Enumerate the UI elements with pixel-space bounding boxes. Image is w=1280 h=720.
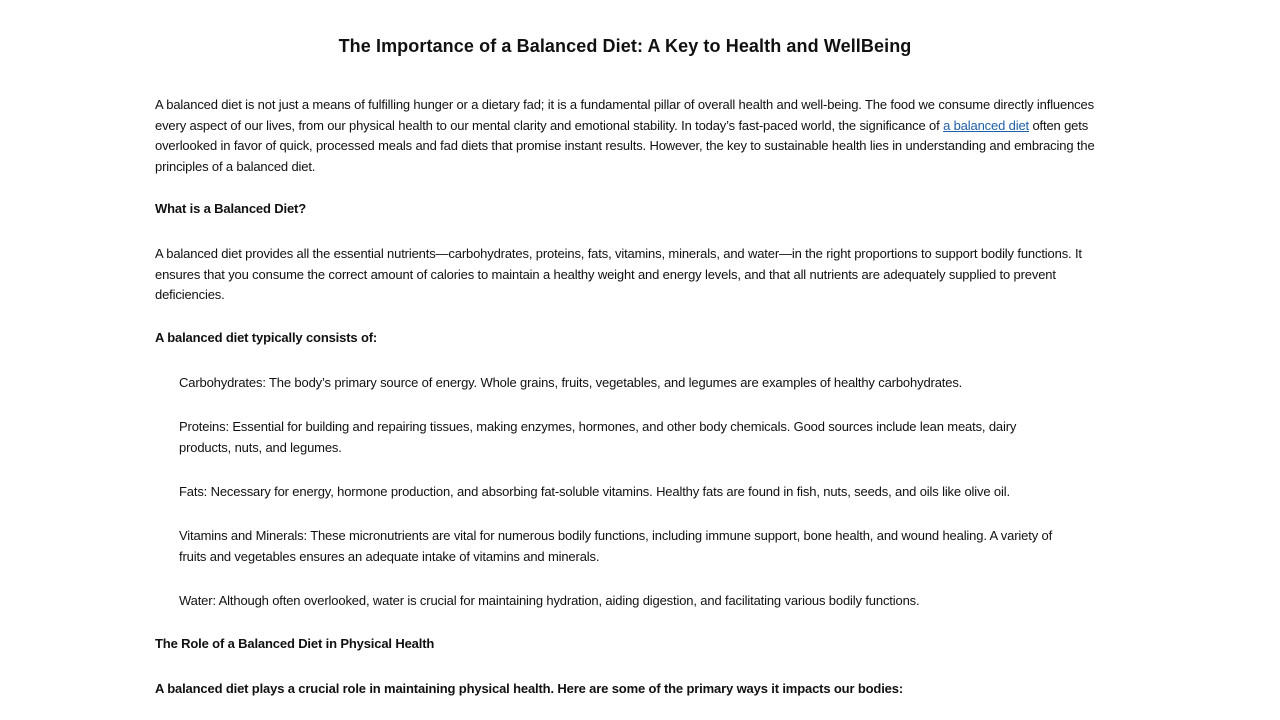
intro-text-after-link: often gets overlooked in favor of quick, processed meals and fad diets that promise instant results. However, the key to sustainable health lies in understanding and embracing the principles of a balanced diet.	[155, 117, 1095, 174]
what-is-heading: What is a Balanced Diet?	[155, 201, 306, 216]
list-item-water: Water: Although often overlooked, water is crucial for maintaining hydration, aiding digestion, and facilitating various bodily functions.	[179, 593, 920, 608]
list-item-fats: Fats: Necessary for energy, hormone production, and absorbing fat-soluble vitamins. Healthy fats are found in fish, nuts, seeds, and oils like olive oil.	[179, 484, 1010, 499]
what-is-paragraph: A balanced diet provides all the essential nutrients—carbohydrates, proteins, fats, vitamins, minerals, and water—in the right proportions to support bodily functions. It ensures that you consume the correct amount of calories to maintain a healthy weight and energy levels, and that all nutrients are adequately supplied to prevent deficiencies.	[155, 246, 1082, 302]
list-item-proteins: Proteins: Essential for building and repairing tissues, making enzymes, hormones, and other body chemicals. Good sources include lean meats, dairy products, nuts, and legumes.	[179, 419, 1017, 455]
page-title: The Importance of a Balanced Diet: A Key to Health and WellBeing	[338, 36, 912, 56]
role-heading: The Role of a Balanced Diet in Physical Health	[155, 636, 435, 651]
list-item-vitamins-minerals: Vitamins and Minerals: These micronutrients are vital for numerous bodily functions, including immune support, bone health, and wound healing. A variety of fruits and vegetables ensures an adequate intake of vitamins and minerals.	[179, 528, 1053, 564]
list-item-carbohydrates: Carbohydrates: The body’s primary source of energy. Whole grains, fruits, vegetables, and legumes are examples of healthy carbohydrates.	[179, 375, 963, 390]
consists-of-heading: A balanced diet typically consists of:	[155, 330, 378, 345]
balanced-diet-link[interactable]: a balanced diet	[943, 117, 1029, 133]
intro-text-before-link: A balanced diet is not just a means of fulfilling hunger or a dietary fad; it is a fundamental pillar of overall health and well-being. The food we consume directly influences every aspect of our lives, from our physical health to our mental clarity and emotional stability. In today’s fast-paced world, the significance of	[155, 97, 1094, 133]
intro-paragraph	[155, 95, 1100, 177]
role-intro-paragraph: A balanced diet plays a crucial role in maintaining physical health. Here are some of the primary ways it impacts our bodies:	[155, 681, 904, 696]
